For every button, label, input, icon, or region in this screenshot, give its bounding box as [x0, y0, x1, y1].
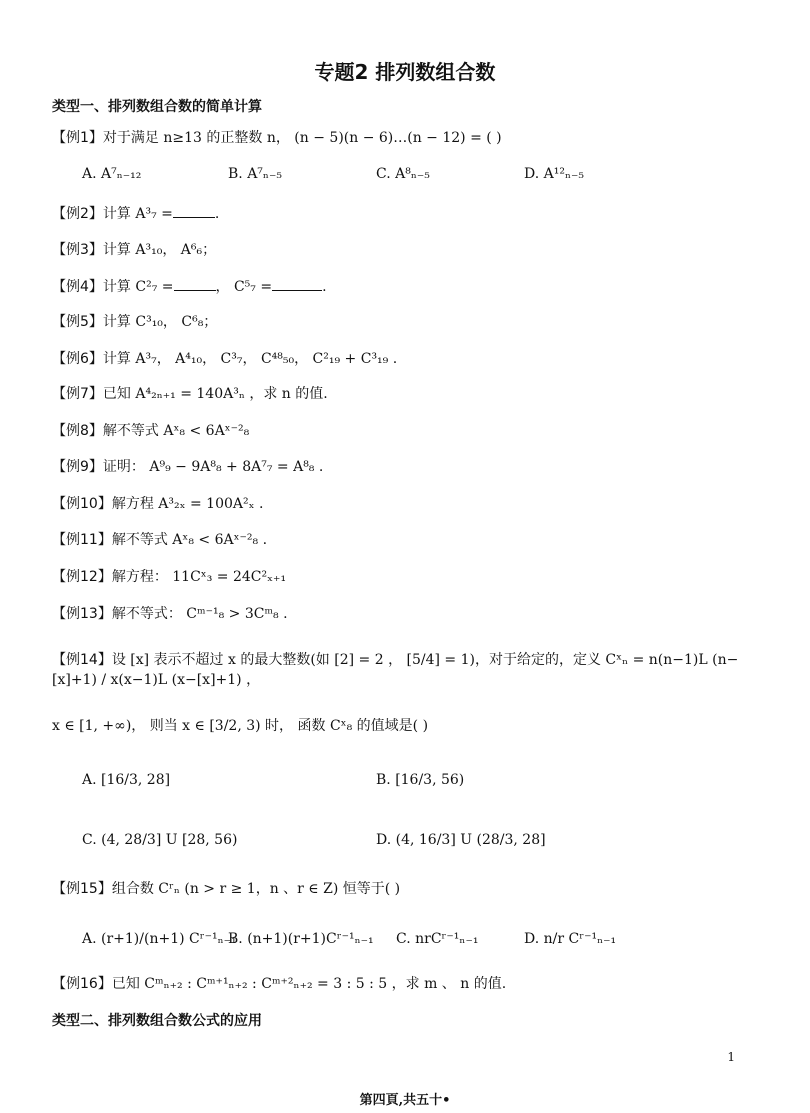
example-text: 设 [x] 表示不超过 x 的最大整数(如 [2] = 2 ， [5/4] = 1)，对于给定的，定义 Cˣₙ = n(n−1)L (n−[x]+1) / x(x−1)L (x−[x]+1) ， — [52, 652, 739, 688]
example-label: 【例2】 — [52, 206, 103, 222]
example-text: 解不等式 Aˣ₈ < 6Aˣ⁻²₈ . — [111, 532, 268, 548]
example-label: 【例14】 — [52, 652, 112, 668]
answer-blank — [272, 276, 322, 291]
example-text: 解方程： 11Cˣ₃ = 24C²ₓ₊₁ — [111, 569, 287, 585]
example-13 — [52, 604, 288, 624]
option-d: D. (4, 16/3] U (28/3, 28] — [376, 832, 546, 848]
example-1 — [52, 128, 502, 148]
example-14 — [52, 650, 752, 690]
example-label: 【例3】 — [52, 242, 103, 258]
example-6 — [52, 349, 397, 369]
option-a: A. (r+1)/(n+1) Cʳ⁻¹ₙ₋₁ — [82, 931, 237, 947]
example-9 — [52, 457, 323, 477]
example-label: 【例7】 — [52, 386, 103, 402]
example-text: 解不等式： Cᵐ⁻¹₈ > 3Cᵐ₈ . — [111, 606, 288, 622]
example-2 — [52, 203, 219, 224]
example-label: 【例4】 — [52, 279, 103, 295]
example-8 — [52, 421, 249, 441]
example-text: 组合数 Cʳₙ (n > r ≥ 1，n 、r ∈ Z) 恒等于( ) — [111, 881, 401, 897]
example-text: 已知 Cᵐₙ₊₂ : Cᵐ⁺¹ₙ₊₂ : Cᵐ⁺²ₙ₊₂ = 3 : 5 : 5 ，求 m 、 n 的值. — [111, 976, 507, 992]
example-label: 【例11】 — [52, 532, 112, 548]
option-b: B. A⁷ₙ₋₅ — [228, 166, 282, 182]
example-text: 证明： A⁹₉ − 9A⁸₈ + 8A⁷₇ = A⁸₈ . — [102, 459, 324, 475]
example-text: 计算 A³₁₀， A⁶₆； — [102, 242, 217, 258]
example-7 — [52, 384, 328, 404]
example-15 — [52, 879, 400, 899]
example-label: 【例13】 — [52, 606, 112, 622]
page-title: 专题2 排列数组合数 — [314, 60, 496, 84]
example-14-line2: x ∈ [1, +∞)， 则当 x ∈ [3/2, 3) 时， 函数 Cˣ₈ 的值域是( ) — [52, 718, 429, 734]
option-c: C. (4, 28/3] U [28, 56) — [82, 832, 238, 848]
example-mid: ， C⁵₇ = — [215, 279, 273, 295]
page-footer: 第四頁,共五十• — [359, 1093, 451, 1108]
option-c: C. nrCʳ⁻¹ₙ₋₁ — [396, 931, 479, 947]
option-b: B. [16/3, 56) — [376, 772, 465, 788]
option-d: D. A¹²ₙ₋₅ — [524, 166, 585, 182]
example-text: 解方程 A³₂ₓ = 100A²ₓ . — [111, 496, 264, 512]
example-5 — [52, 312, 217, 332]
example-tail: . — [214, 206, 220, 222]
example-text: 计算 C²₇ = — [102, 279, 174, 295]
option-a: A. A⁷ₙ₋₁₂ — [82, 166, 142, 182]
example-tail: . — [322, 279, 327, 295]
example-text: 解不等式 Aˣ₈ < 6Aˣ⁻²₈ — [102, 423, 250, 439]
option-a: A. [16/3, 28] — [82, 772, 171, 788]
answer-blank — [173, 203, 215, 218]
example-text: 计算 A³₇， A⁴₁₀， C³₇， C⁴⁸₅₀， C²₁₉ + C³₁₉ . — [102, 351, 398, 367]
example-10 — [52, 494, 263, 514]
example-label: 【例9】 — [52, 459, 103, 475]
example-label: 【例12】 — [52, 569, 112, 585]
example-text: 已知 A⁴₂ₙ₊₁ = 140A³ₙ ，求 n 的值. — [102, 386, 328, 402]
example-label: 【例1】 — [52, 130, 103, 146]
section-heading-1: 类型一、排列数组合数的简单计算 — [52, 99, 262, 115]
example-11 — [52, 530, 267, 550]
example-label: 【例5】 — [52, 314, 103, 330]
section-heading-2: 类型二、排列数组合数公式的应用 — [52, 1013, 262, 1029]
option-b: B. (n+1)(r+1)Cʳ⁻¹ₙ₋₁ — [228, 931, 374, 947]
example-16 — [52, 974, 506, 994]
example-3 — [52, 240, 216, 260]
example-4 — [52, 276, 327, 297]
example-label: 【例8】 — [52, 423, 103, 439]
page-number: 1 — [727, 1050, 735, 1064]
example-text: 对于满足 n≥13 的正整数 n， (n − 5)(n − 6)…(n − 12) = ( ) — [102, 130, 502, 146]
example-label: 【例10】 — [52, 496, 112, 512]
option-d: D. n/r Cʳ⁻¹ₙ₋₁ — [524, 931, 617, 947]
option-c: C. A⁸ₙ₋₅ — [376, 166, 430, 182]
example-label: 【例6】 — [52, 351, 103, 367]
example-label: 【例15】 — [52, 881, 112, 897]
example-label: 【例16】 — [52, 976, 112, 992]
example-text: 计算 A³₇ = — [102, 206, 173, 222]
answer-blank — [174, 276, 216, 291]
example-text: 计算 C³₁₀， C⁶₈； — [102, 314, 218, 330]
example-12 — [52, 567, 286, 587]
